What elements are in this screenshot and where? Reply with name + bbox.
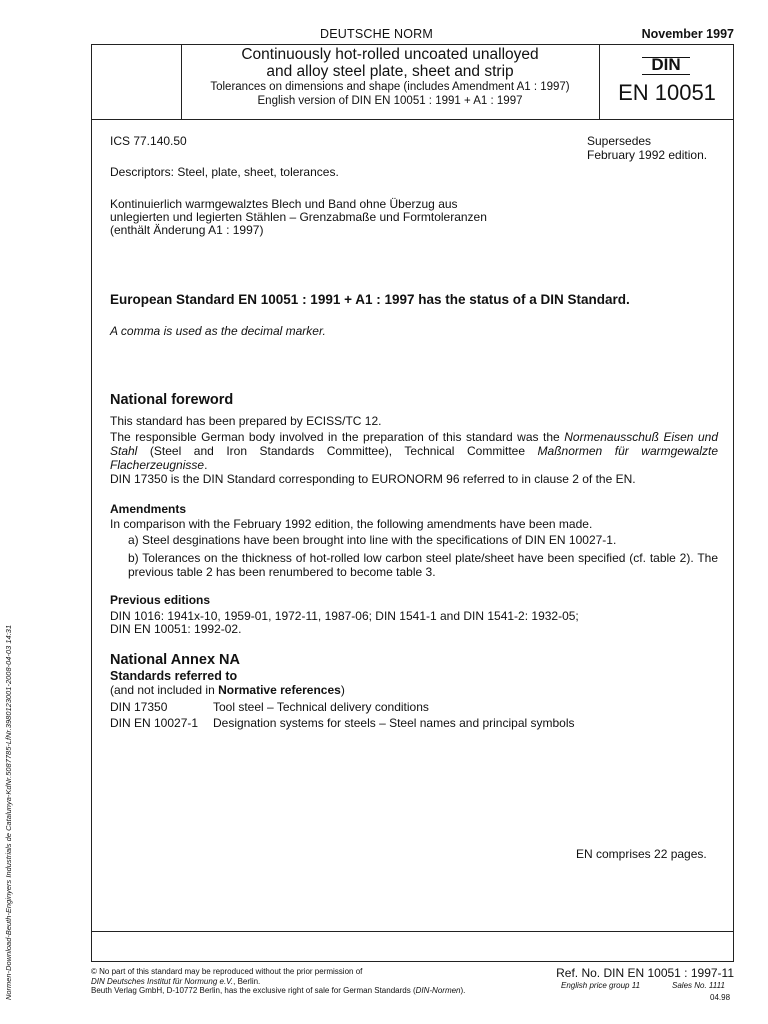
- annex-ref-title: Designation systems for steels – Steel names and principal symbols: [213, 716, 575, 730]
- foreword-committee-name: Normenausschuß Eisen und Stahl: [110, 430, 719, 458]
- previous-editions-heading: Previous editions: [110, 593, 211, 607]
- annex-note-normative: Normative references: [218, 683, 341, 697]
- foreword-technical-committee: Maßnormen für warmgewalzte Flacherzeugnisse: [110, 444, 718, 472]
- german-title-line-1: Kontinuierlich warmgewalztes Blech und Band ohne Überzug aus: [110, 197, 458, 211]
- amendments-heading: Amendments: [110, 502, 187, 516]
- page-frame: [91, 44, 734, 962]
- ics-code: ICS 77.140.50: [110, 134, 187, 148]
- amendments-intro: In comparison with the February 1992 edition, the following amendments have been made.: [110, 517, 593, 531]
- german-title-line-2: unlegierten und legierten Stählen – Grenzabmaße und Formtoleranzen: [110, 210, 487, 224]
- foreword-p2-text-c: (Steel and Iron Standards Committee), Technical Committee: [137, 444, 538, 458]
- print-code: 04.98: [710, 993, 731, 1002]
- copyright-beuth: Beuth Verlag GmbH, D-10772 Berlin, has the exclusive right of sale for German Standards (: [91, 986, 416, 995]
- german-title-line-3: (enthält Änderung A1 : 1997): [110, 223, 264, 237]
- annex-ref-code: DIN EN 10027-1: [110, 716, 199, 730]
- previous-editions-line-1: DIN 1016: 1941x-10, 1959-01, 1972-11, 1987-06; DIN 1541-1 and DIN 1541-2: 1932-05;: [110, 609, 579, 623]
- document-subtitle: [182, 81, 598, 108]
- copyright-line-3: [91, 986, 521, 996]
- copyright-notice: [91, 967, 521, 996]
- supersedes-edition: February 1992 edition.: [587, 148, 708, 162]
- national-foreword-heading: National foreword: [110, 392, 234, 408]
- download-watermark: Normen-Download-Beuth-Enginyers Industrials de Catalunya-KdNr.5087785-LfNr.3980123001-2008-04-03 14:31: [4, 624, 13, 1000]
- annex-ref-title: Tool steel – Technical delivery conditions: [213, 700, 429, 714]
- title-line-1: Continuously hot-rolled uncoated unalloyed: [241, 46, 539, 63]
- copyright-din-normen: DIN-Normen: [415, 986, 461, 995]
- subtitle-line-2: English version of DIN EN 10051 : 1991 + A1 : 1997: [257, 94, 523, 107]
- din-logo-text: DIN: [651, 55, 681, 74]
- footer-top-rule: [91, 931, 734, 932]
- standards-referred-heading: Standards referred to: [110, 669, 238, 683]
- foreword-paragraph-2: [110, 430, 718, 472]
- standard-status: European Standard EN 10051 : 1991 + A1 : 1997 has the status of a DIN Standard.: [110, 292, 630, 307]
- descriptors: Descriptors: Steel, plate, sheet, tolerances.: [110, 165, 339, 179]
- din-logo: [642, 55, 690, 75]
- title-line-2: and alloy steel plate, sheet and strip: [266, 62, 514, 80]
- annex-note: [110, 683, 345, 697]
- decimal-marker-note: A comma is used as the decimal marker.: [110, 324, 326, 338]
- copyright-line-2: [91, 977, 521, 987]
- foreword-paragraph-3: DIN 17350 is the DIN Standard corresponding to EURONORM 96 referred to in clause 2 of the EN.: [110, 472, 636, 486]
- document-number: EN 10051: [618, 80, 716, 105]
- previous-editions-line-2: DIN EN 10051: 1992-02.: [110, 622, 242, 636]
- foreword-p2-text-e: .: [204, 458, 208, 472]
- amendment-item-a: a) Steel desginations have been brought into line with the specifications of DIN EN 10027-1.: [128, 533, 617, 547]
- amendment-item-b: b) Tolerances on the thickness of hot-rolled low carbon steel plate/sheet have been specified (cf. table 2). The previous table 2 has been renumbered to become table 3.: [128, 551, 718, 579]
- header-date: November 1997: [641, 27, 734, 41]
- copyright-end: ).: [460, 986, 466, 995]
- title-bottom-rule: [91, 119, 734, 120]
- sales-number: Sales No. 1111: [672, 981, 725, 990]
- annex-note-c: ): [340, 683, 345, 697]
- annex-ref-code: DIN 17350: [110, 700, 168, 714]
- copyright-line-1: © No part of this standard may be reproduced without the prior permission of: [91, 967, 363, 976]
- din-logo-overline: [642, 57, 690, 58]
- annex-note-a: (and not included in: [110, 683, 219, 697]
- page-count: EN comprises 22 pages.: [576, 847, 707, 861]
- document-title: [182, 47, 598, 80]
- national-annex-heading: National Annex NA: [110, 652, 240, 668]
- foreword-p2-text-a: The responsible German body involved in the preparation of this standard was the: [110, 430, 565, 444]
- price-group: English price group 11: [561, 981, 641, 990]
- din-logo-underline: [642, 74, 690, 75]
- header-doc-type: DEUTSCHE NORM: [320, 27, 434, 41]
- copyright-berlin: , Berlin.: [233, 976, 261, 986]
- foreword-paragraph-1: This standard has been prepared by ECISS/TC 12.: [110, 414, 382, 428]
- subtitle-line-1: Tolerances on dimensions and shape (includes Amendment A1 : 1997): [210, 81, 570, 93]
- copyright-din: DIN Deutsches Institut für Normung e.V.: [91, 976, 234, 986]
- supersedes-label: Supersedes: [587, 134, 652, 148]
- reference-number: Ref. No. DIN EN 10051 : 1997-11: [556, 966, 734, 980]
